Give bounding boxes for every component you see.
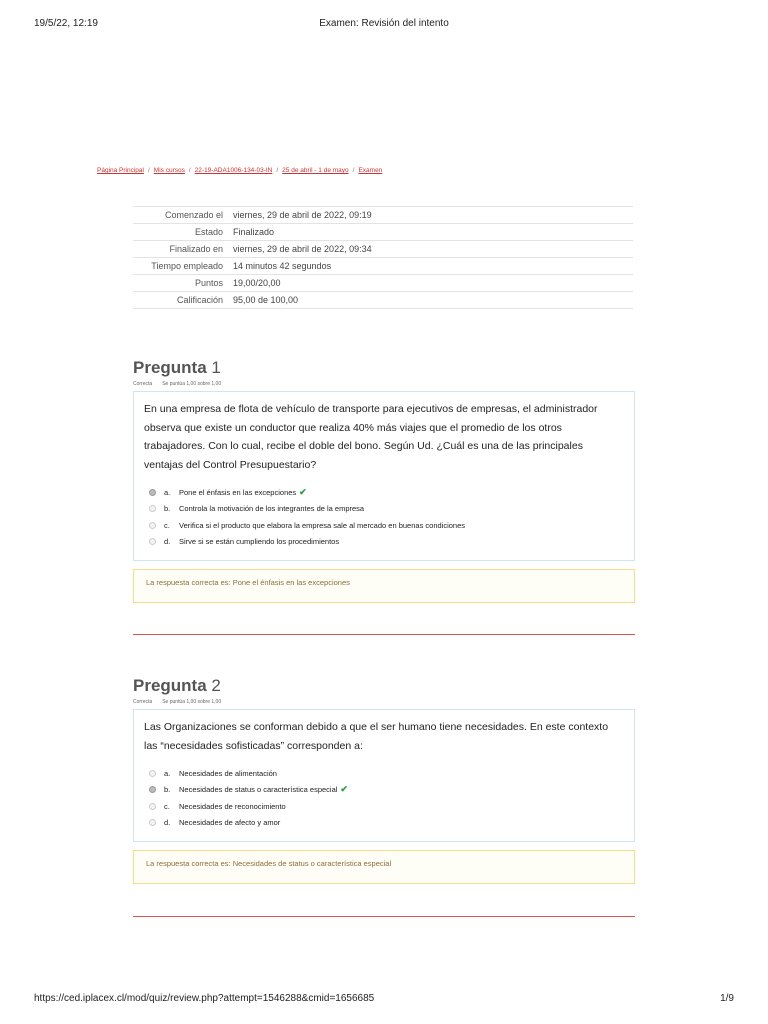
question-state: Correcta (133, 381, 153, 387)
summary-label: Finalizado en (133, 241, 229, 258)
question-info (133, 699, 635, 707)
summary-row-started (133, 207, 633, 224)
question-text: En una empresa de flota de vehículo de transporte para ejecutivos de empresas, el administrador observa que existe un conductor que realiza 40% más viajes que el promedio de los otros trabajadores. Con lo cual, recibe el doble del bono. Según Ud. ¿Cuál es una de las principales ventajas del Control Presupuestario? (144, 403, 598, 471)
answer-option-c[interactable] (144, 798, 624, 815)
breadcrumb-course[interactable]: 22-19-ADA1006-134-03-IN (194, 167, 273, 174)
answer-list (144, 484, 624, 550)
check-icon: ✔ (299, 486, 307, 497)
summary-value: viernes, 29 de abril de 2022, 09:34 (229, 241, 633, 258)
answer-letter: b. (164, 785, 171, 795)
question-grade: Se puntúa 1,00 sobre 1,00 (162, 699, 222, 705)
answer-option-a[interactable] (144, 484, 624, 501)
answer-text: Pone el énfasis en las excepciones (179, 487, 297, 497)
answer-text: Necesidades de reconocimiento (179, 801, 286, 811)
breadcrumb-separator: / (147, 167, 150, 174)
breadcrumb-week[interactable]: 25 de abril - 1 de mayo (282, 167, 349, 174)
print-url: https://ced.iplacex.cl/mod/quiz/review.php?attempt=1546288&cmid=1656685 (34, 993, 375, 1004)
answer-letter: d. (164, 818, 171, 828)
print-date: 19/5/22, 12:19 (34, 18, 98, 29)
check-icon: ✔ (340, 784, 348, 795)
breadcrumb-home[interactable]: Página Principal (97, 167, 144, 174)
summary-value: 95,00 de 100,00 (229, 292, 633, 309)
summary-row-time (133, 258, 633, 275)
breadcrumb-exam[interactable]: Examen (358, 167, 383, 174)
summary-label: Tiempo empleado (133, 258, 229, 275)
summary-row-grade (133, 292, 633, 309)
summary-row-points (133, 275, 633, 292)
radio[interactable] (149, 538, 156, 545)
answer-letter: a. (164, 768, 171, 778)
summary-value: 19,00/20,00 (229, 275, 633, 292)
print-title: Examen: Revisión del intento (319, 18, 449, 29)
breadcrumb-separator: / (188, 167, 191, 174)
summary-row-finished (133, 241, 633, 258)
question-number: 1 (211, 358, 221, 377)
radio[interactable] (149, 522, 156, 529)
answer-text: Necesidades de afecto y amor (179, 818, 281, 828)
answer-letter: a. (164, 487, 171, 497)
question-state: Correcta (133, 699, 153, 705)
question-word: Pregunta (133, 358, 207, 377)
summary-label: Calificación (133, 292, 229, 309)
summary-value: 14 minutos 42 segundos (229, 258, 633, 275)
question-number: 2 (211, 676, 221, 695)
question-divider (133, 634, 635, 635)
answer-list (144, 765, 624, 831)
correct-answer-feedback: La respuesta correcta es: Pone el énfasis en las excepciones (133, 569, 635, 603)
radio-selected[interactable] (149, 489, 156, 496)
question-2 (133, 676, 635, 884)
answer-option-d[interactable] (144, 534, 624, 551)
answer-letter: c. (164, 801, 170, 811)
question-info (133, 381, 635, 389)
radio[interactable] (149, 505, 156, 512)
answer-text: Necesidades de alimentación (179, 768, 277, 778)
question-word: Pregunta (133, 676, 207, 695)
attempt-summary-table (133, 206, 633, 309)
question-formulation (133, 391, 635, 561)
question-title (133, 358, 635, 378)
breadcrumb-separator: / (276, 167, 279, 174)
radio[interactable] (149, 819, 156, 826)
answer-option-c[interactable] (144, 517, 624, 534)
summary-label: Comenzado el (133, 207, 229, 224)
summary-label: Estado (133, 224, 229, 241)
answer-option-b[interactable] (144, 782, 624, 799)
breadcrumb-my-courses[interactable]: Mis cursos (153, 167, 185, 174)
summary-value: Finalizado (229, 224, 633, 241)
breadcrumb-separator: / (352, 167, 355, 174)
answer-letter: c. (164, 520, 170, 530)
question-title (133, 676, 635, 696)
question-text: Las Organizaciones se conforman debido a que el ser humano tiene necesidades. En este contexto las “necesidades sofisticadas” corresponden a: (144, 721, 609, 752)
question-1 (133, 358, 635, 603)
summary-label: Puntos (133, 275, 229, 292)
question-formulation (133, 709, 635, 842)
answer-option-d[interactable] (144, 815, 624, 832)
radio-selected[interactable] (149, 786, 156, 793)
answer-letter: b. (164, 504, 171, 514)
breadcrumb (97, 167, 382, 174)
radio[interactable] (149, 770, 156, 777)
question-divider (133, 916, 635, 917)
print-page-number: 1/9 (720, 993, 734, 1004)
answer-text: Necesidades de status o característica especial (179, 785, 338, 795)
correct-answer-feedback: La respuesta correcta es: Necesidades de status o característica especial (133, 850, 635, 884)
question-grade: Se puntúa 1,00 sobre 1,00 (162, 381, 222, 387)
radio[interactable] (149, 803, 156, 810)
answer-text: Verifica si el producto que elabora la empresa sale al mercado en buenas condiciones (179, 520, 466, 530)
answer-text: Controla la motivación de los integrantes de la empresa (179, 504, 365, 514)
summary-value: viernes, 29 de abril de 2022, 09:19 (229, 207, 633, 224)
answer-option-b[interactable] (144, 501, 624, 518)
answer-letter: d. (164, 537, 171, 547)
summary-row-state (133, 224, 633, 241)
answer-text: Sirve si se están cumpliendo los procedimientos (179, 537, 340, 547)
answer-option-a[interactable] (144, 765, 624, 782)
